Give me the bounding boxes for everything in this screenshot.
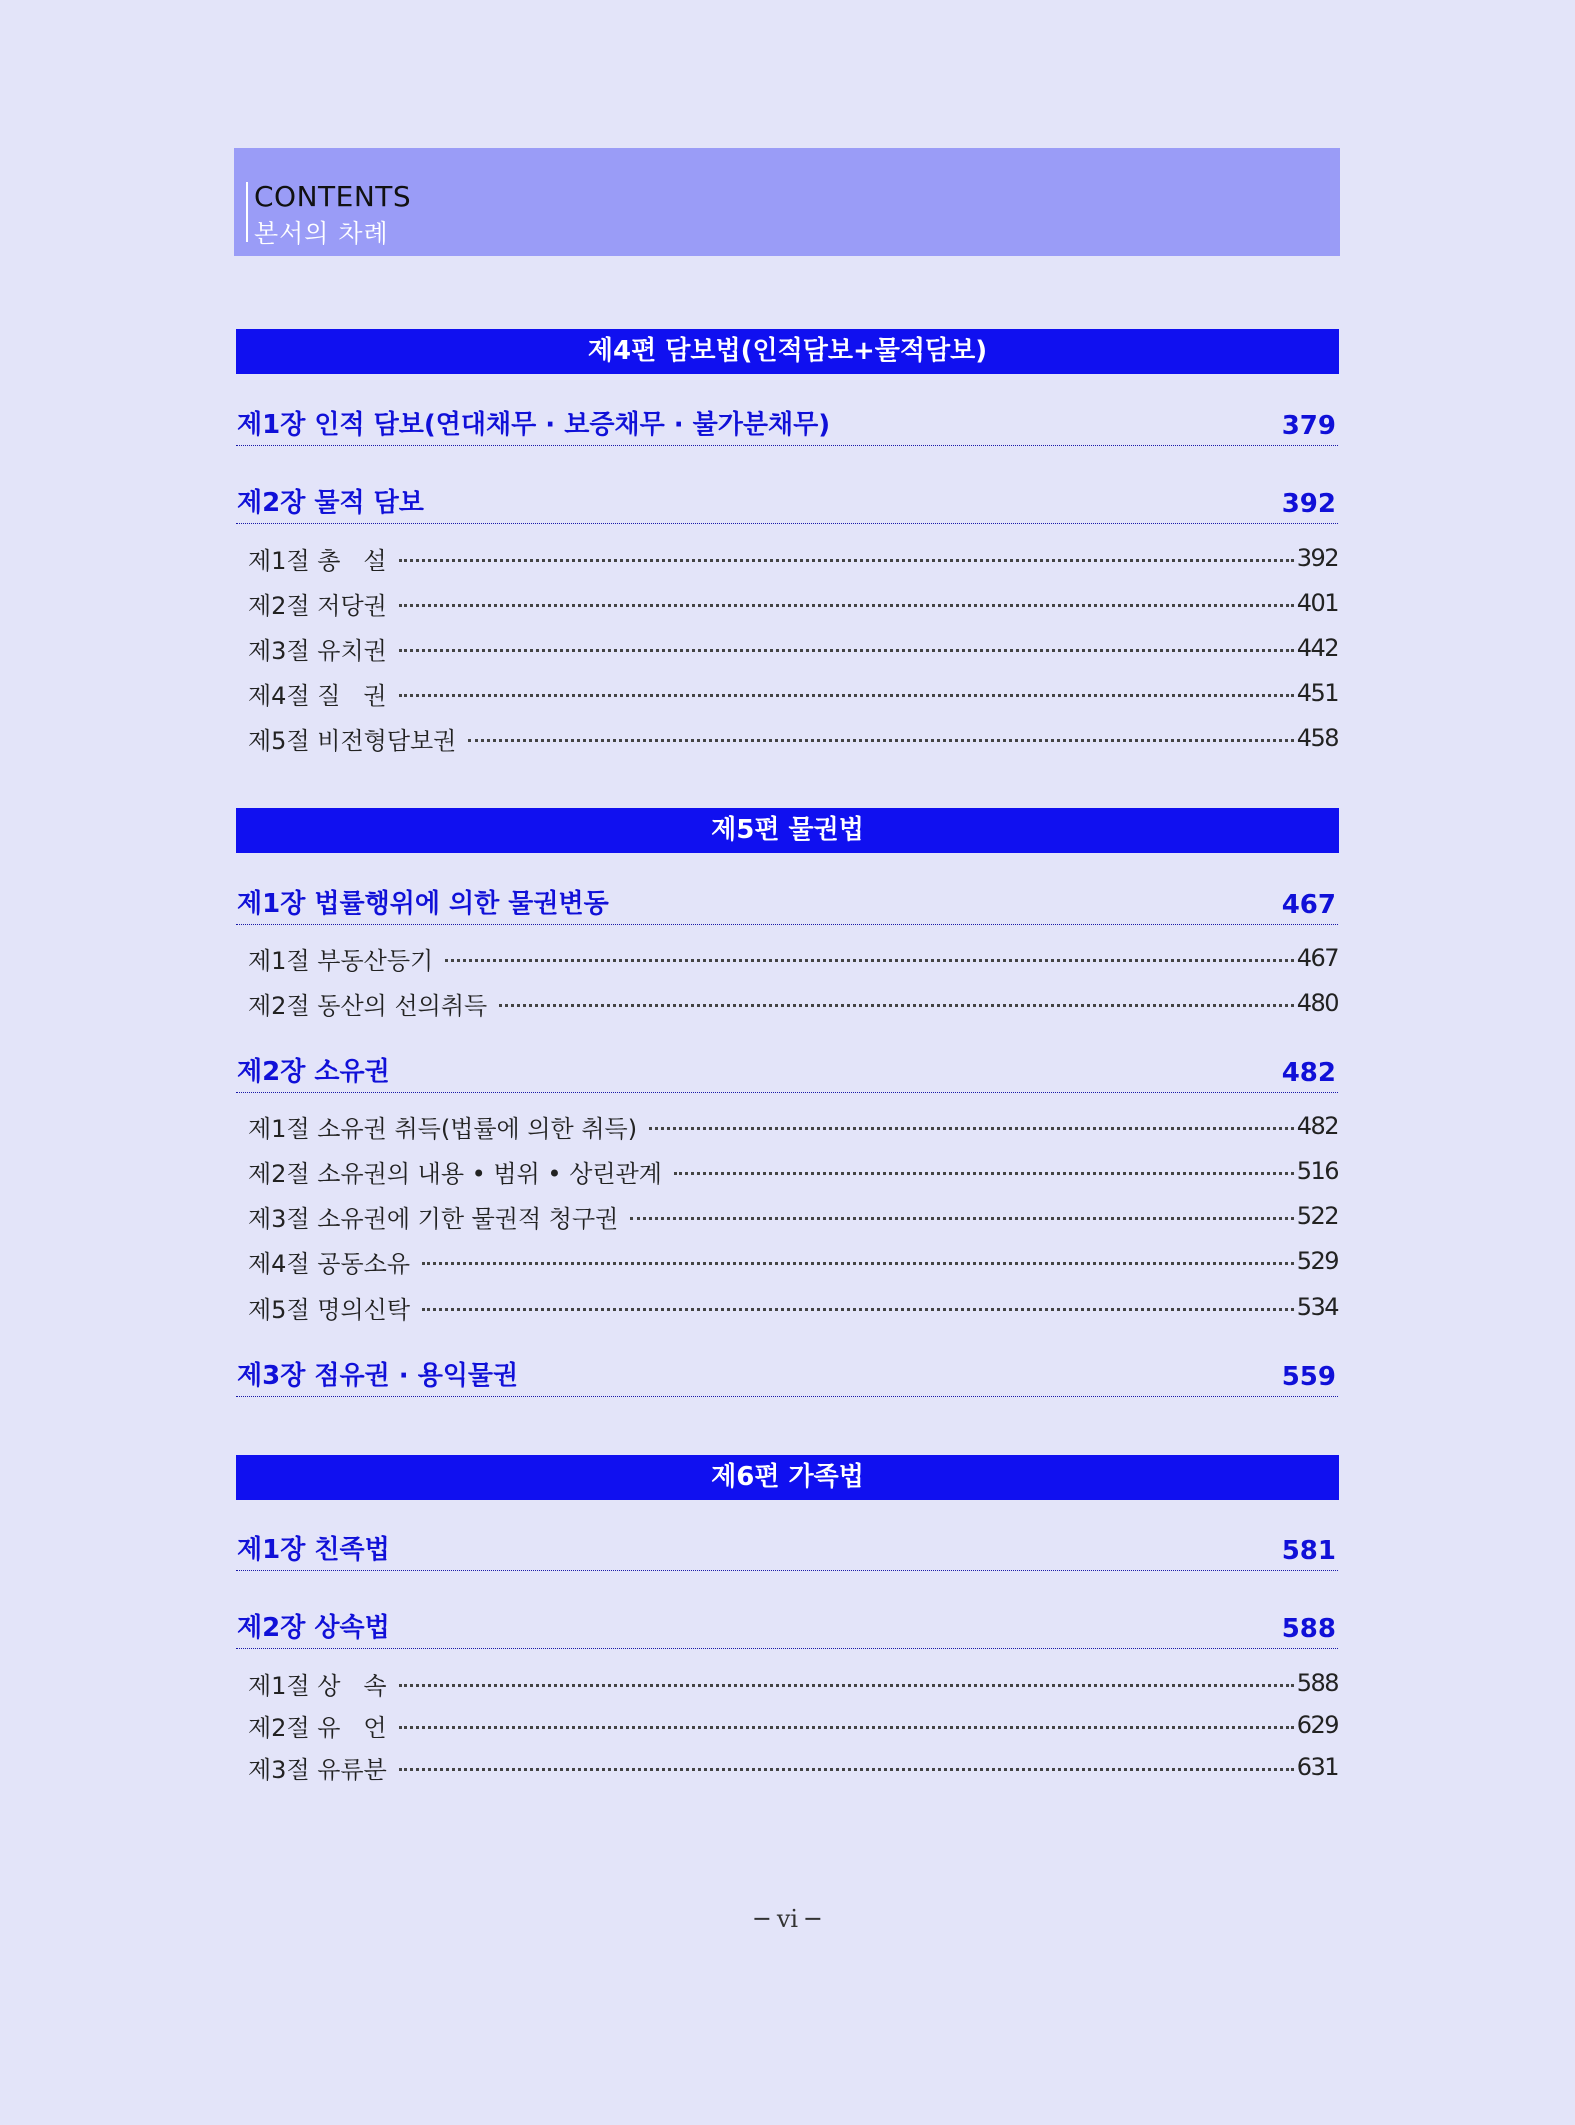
chapter-page: 482 [1281,1058,1336,1088]
part-heading: 제4편 담보법(인적담보+물적담보) [236,329,1339,374]
section-entry[interactable] [248,1199,1338,1233]
section-page: 522 [1296,1202,1338,1230]
section-page: 442 [1296,634,1338,662]
dot-leader [399,1768,1294,1771]
section-page: 451 [1296,679,1338,707]
section-page: 629 [1296,1711,1338,1739]
dot-leader [422,1262,1294,1265]
section-entry[interactable] [248,586,1338,620]
chapter-entry[interactable] [236,1356,1338,1397]
dot-leader [630,1217,1293,1220]
page-number: ─ vi ─ [754,1905,821,1933]
section-entry[interactable] [248,1290,1338,1324]
contents-header [234,148,1340,256]
section-title: 제4절 공동소유 [248,1249,411,1278]
section-title: 제2절 유 언 [248,1713,387,1742]
part-heading: 제6편 가족법 [236,1455,1339,1500]
section-entry[interactable] [248,1708,1338,1742]
header-title-en: CONTENTS [254,180,412,213]
dot-leader [445,959,1294,962]
section-page: 392 [1296,544,1338,572]
section-entry[interactable] [248,1750,1338,1784]
section-page: 458 [1296,724,1338,752]
dot-leader [422,1308,1294,1311]
section-title: 제3절 유류분 [248,1755,387,1784]
section-page: 480 [1296,989,1338,1017]
dot-leader [499,1004,1294,1007]
dot-leader [399,694,1294,697]
section-page: 467 [1296,944,1338,972]
section-entry[interactable] [248,1109,1338,1143]
header-divider [246,182,248,242]
section-page: 631 [1296,1753,1338,1781]
chapter-title: 제2장 소유권 [237,1057,390,1087]
section-title: 제2절 저당권 [248,591,387,620]
chapter-entry[interactable] [236,884,1338,925]
chapter-entry[interactable] [236,1530,1338,1571]
section-title: 제2절 소유권의 내용 • 범위 • 상린관계 [248,1159,662,1188]
section-title: 제1절 총 설 [248,546,387,575]
chapter-page: 559 [1281,1362,1336,1392]
section-entry[interactable] [248,941,1338,975]
chapter-title: 제1장 친족법 [237,1535,390,1565]
section-entry[interactable] [248,1154,1338,1188]
chapter-title: 제1장 인적 담보(연대채무 · 보증채무 · 불가분채무) [237,410,831,440]
chapter-page: 392 [1281,489,1336,519]
chapter-page: 467 [1281,890,1336,920]
section-title: 제1절 부동산등기 [248,946,434,975]
dot-leader [468,739,1293,742]
chapter-title: 제1장 법률행위에 의한 물권변동 [237,889,609,919]
dot-leader [399,649,1294,652]
section-entry[interactable] [248,721,1338,755]
dot-leader [399,1684,1294,1687]
section-entry[interactable] [248,541,1338,575]
chapter-title: 제2장 상속법 [237,1613,390,1643]
dot-leader [399,604,1294,607]
section-entry[interactable] [248,676,1338,710]
section-page: 516 [1296,1157,1338,1185]
part-heading: 제5편 물권법 [236,808,1339,853]
section-entry[interactable] [248,1244,1338,1278]
dot-leader [399,559,1294,562]
dot-leader [674,1172,1294,1175]
section-entry[interactable] [248,1666,1338,1700]
section-title: 제3절 소유권에 기한 물권적 청구권 [248,1204,619,1233]
section-entry[interactable] [248,631,1338,665]
section-title: 제5절 비전형담보권 [248,726,457,755]
section-page: 482 [1296,1112,1338,1140]
section-title: 제1절 소유권 취득(법률에 의한 취득) [248,1114,638,1143]
section-title: 제4절 질 권 [248,681,387,710]
chapter-entry[interactable] [236,405,1338,446]
dot-leader [399,1726,1294,1729]
section-title: 제3절 유치권 [248,636,387,665]
section-page: 534 [1296,1293,1338,1321]
chapter-entry[interactable] [236,483,1338,524]
dot-leader [649,1127,1294,1130]
chapter-entry[interactable] [236,1052,1338,1093]
section-title: 제1절 상 속 [248,1671,387,1700]
section-title: 제5절 명의신탁 [248,1295,411,1324]
chapter-page: 581 [1281,1536,1336,1566]
header-title-ko: 본서의 차례 [254,219,389,248]
section-entry[interactable] [248,986,1338,1020]
chapter-page: 379 [1281,411,1336,441]
section-page: 588 [1296,1669,1338,1697]
section-page: 401 [1296,589,1338,617]
section-page: 529 [1296,1247,1338,1275]
chapter-title: 제3장 점유권 · 용익물권 [237,1361,519,1391]
chapter-title: 제2장 물적 담보 [237,488,424,518]
section-title: 제2절 동산의 선의취득 [248,991,488,1020]
chapter-entry[interactable] [236,1608,1338,1649]
chapter-page: 588 [1281,1614,1336,1644]
